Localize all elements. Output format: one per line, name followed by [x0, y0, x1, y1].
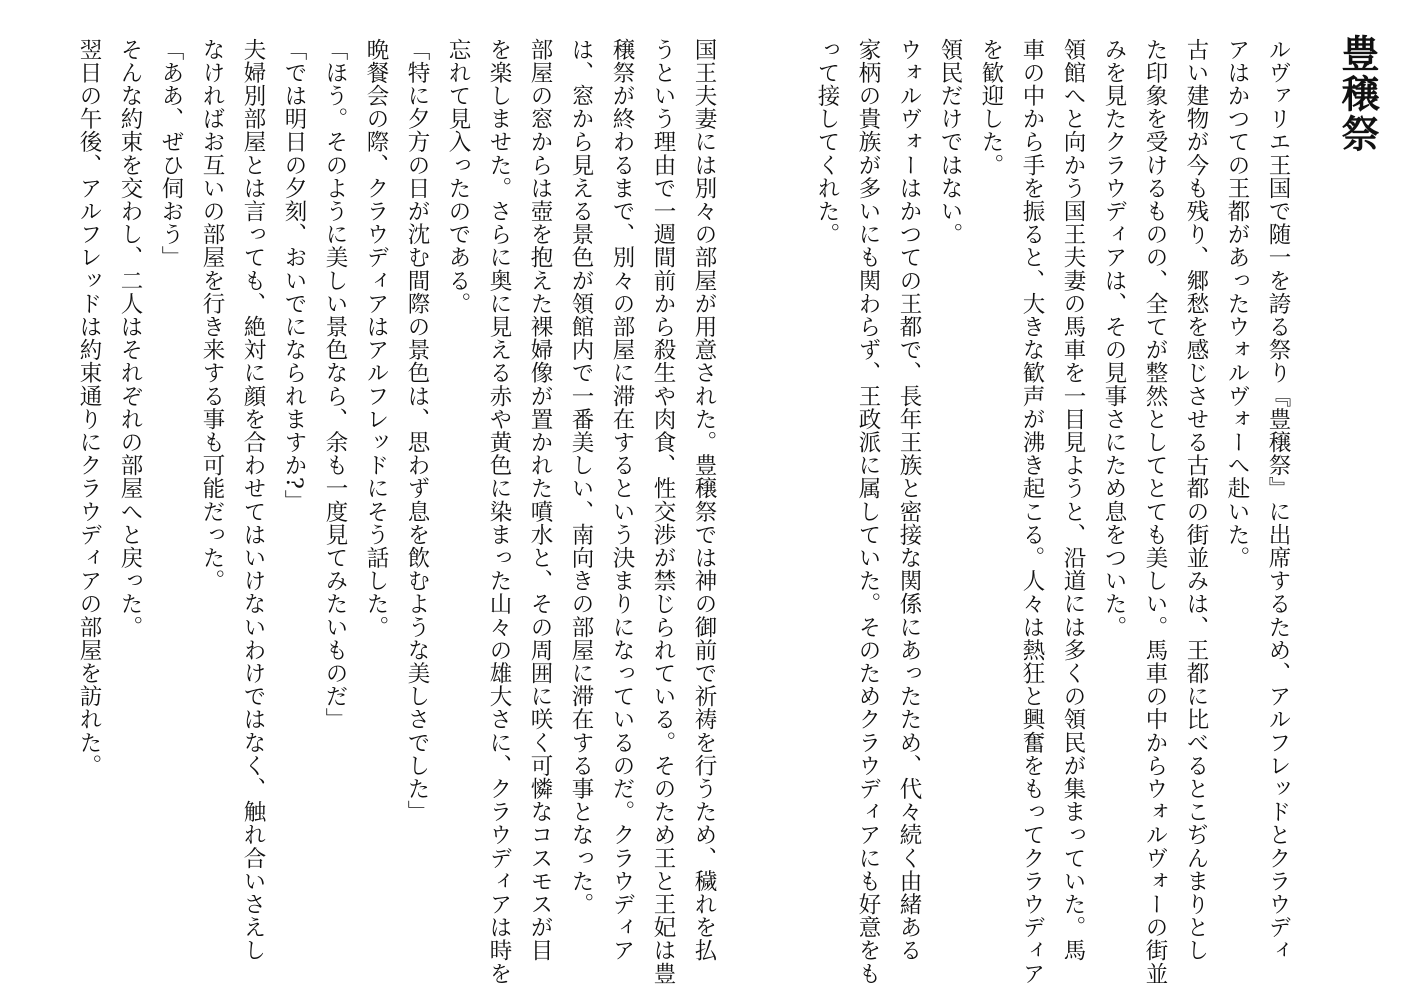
text-line: みを見たクラウディアは、その見事さにため息をついた。 — [1101, 38, 1127, 639]
text-line: た印象を受けるものの、全てが整然としてとても美しい。馬車の中からウォルヴォーの街並 — [1142, 38, 1168, 986]
text-line: を歓迎した。 — [978, 38, 1004, 177]
text-line: は、窓から見える景色が領館内で一番美しい、南向きの部屋に滞在する事となった。 — [568, 38, 594, 916]
text-line: 晩餐会の際、クラウディアはアルフレッドにそう話した。 — [363, 38, 389, 639]
text-line: 領館へと向かう国王夫妻の馬車を一目見ようと、沿道には多くの領民が集まっていた。馬 — [1060, 38, 1086, 962]
text-line: 車の中から手を振ると、大きな歓声が沸き起こる。人々は熱狂と興奮をもってクラウディア — [1019, 38, 1045, 986]
text-line: 家柄の貴族が多いにも関わらず、王政派に属していた。そのためクラウディアにも好意をも — [855, 38, 881, 986]
text-line: 国王夫妻には別々の部屋が用意された。豊穣祭では神の御前で祈祷を行うため、穢れを払 — [691, 38, 717, 962]
text-line: 夫婦別部屋とは言っても、絶対に顔を合わせてはいけないわけではなく、触れ合いさえし — [240, 38, 266, 962]
text-line: ウォルヴォーはかつての王都で、長年王族と密接な関係にあったため、代々続く由緒ある — [896, 38, 922, 962]
page-title: 豊穣祭 — [1335, 34, 1379, 154]
text-line: ルヴァリエ王国で随一を誇る祭り『豊穣祭』に出席するため、アルフレッドとクラウディ — [1265, 38, 1291, 962]
text-line: うという理由で一週間前から殺生や肉食、性交渉が禁じられている。そのため王と王妃は豊 — [650, 38, 676, 986]
text-line: 穣祭が終わるまで、別々の部屋に滞在するという決まりになっているのだ。クラウディア — [609, 38, 635, 962]
text-line: 「特に夕方の日が沈む間際の景色は、思わず息を飲むような美しさでした」 — [404, 38, 430, 824]
body-text — [68, 38, 1298, 986]
text-line: 古い建物が今も残り、郷愁を感じさせる古都の街並みは、王都に比べるとこぢんまりとし — [1183, 38, 1209, 962]
text-line: 「では明日の夕刻、おいでになられますか?」 — [281, 38, 307, 513]
text-line: って接してくれた。 — [814, 38, 840, 246]
text-line: なければお互いの部屋を行き来する事も可能だった。 — [199, 38, 225, 593]
text-line: 「ほう。そのように美しい景色なら、余も一度見てみたいものだ」 — [322, 38, 348, 731]
text-line: 部屋の窓からは壺を抱えた裸婦像が置かれた噴水と、その周囲に咲く可憐なコスモスが目 — [527, 38, 553, 962]
blank-line — [724, 38, 765, 978]
text-line: 領民だけではない。 — [937, 38, 963, 246]
text-line: アはかつての王都があったウォルヴォーへ赴いた。 — [1224, 38, 1250, 570]
text-line: そんな約束を交わし、二人はそれぞれの部屋へと戻った。 — [117, 38, 143, 639]
text-line: 「ああ、ぜひ伺おう」 — [158, 38, 184, 269]
text-line: 翌日の午後、アルフレッドは約束通りにクラウディアの部屋を訪れた。 — [76, 38, 102, 778]
text-line: を楽しませた。さらに奥に見える赤や黄色に染まった山々の雄大さに、クラウディアは時を — [486, 38, 512, 986]
text-line: 忘れて見入ったのである。 — [445, 38, 471, 316]
blank-line — [765, 38, 806, 978]
